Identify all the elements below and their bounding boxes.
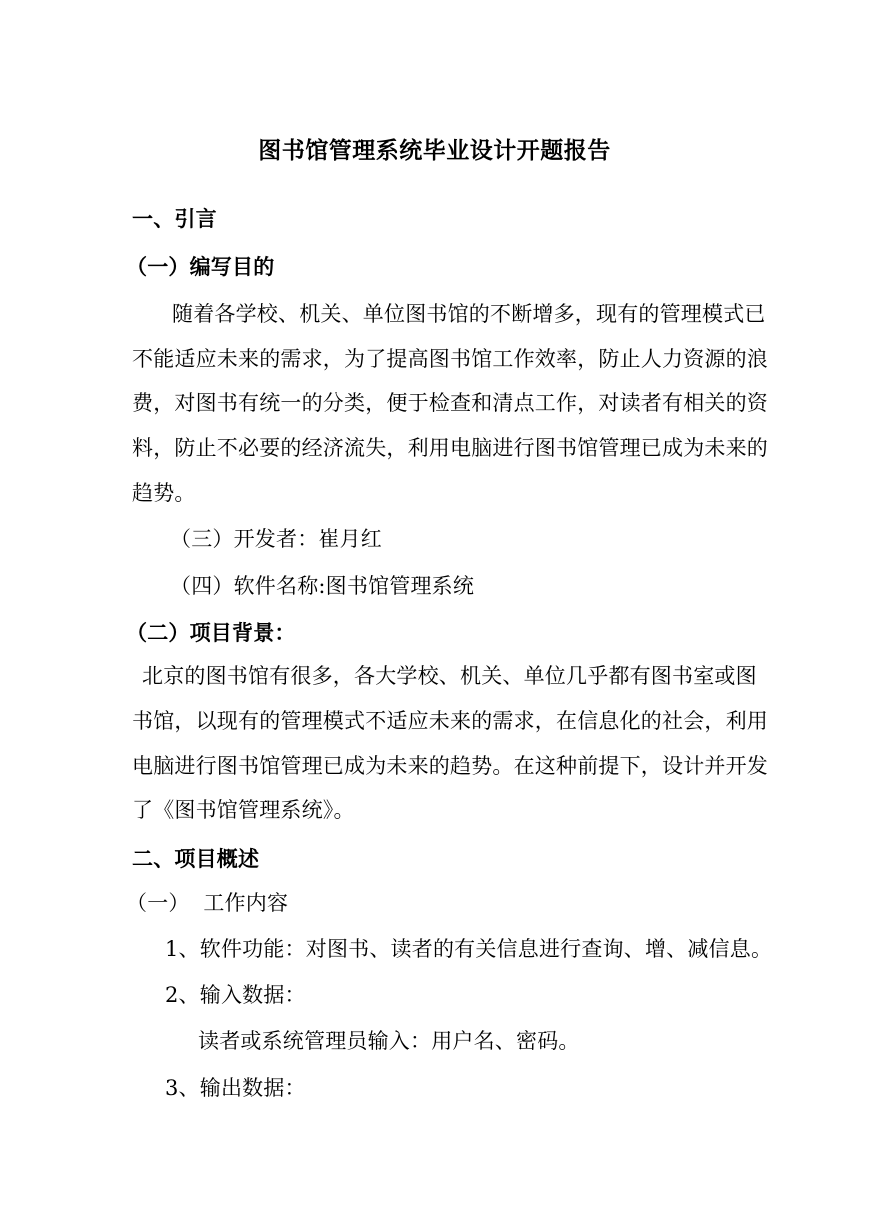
developer-line: （三）开发者：崔月红 (170, 527, 382, 551)
paragraph-line: 费，对图书有统一的分类，便于检查和清点工作，对读者有相关的资 (132, 391, 768, 415)
list-item: 读者或系统管理员输入：用户名、密码。 (198, 1029, 580, 1053)
list-item: 2、输入数据： (165, 983, 306, 1007)
paragraph-line: 料，防止不必要的经济流失，利用电脑进行图书馆管理已成为未来的 (132, 436, 768, 460)
paragraph-line: 电脑进行图书馆管理已成为未来的趋势。在这种前提下，设计并开发 (132, 754, 768, 778)
sub1-heading: （一）编写目的 (126, 254, 275, 279)
software-name-line: （四）软件名称:图书馆管理系统 (170, 574, 475, 598)
section2-heading: 二、项目概述 (132, 846, 260, 871)
document-title: 图书馆管理系统毕业设计开题报告 (258, 137, 611, 164)
paragraph-line: 趋势。 (132, 481, 196, 505)
section2-sub1-heading: （一） 工作内容 (126, 891, 289, 915)
paragraph-line: 北京的图书馆有很多，各大学校、机关、单位几乎都有图书室或图 (142, 664, 757, 688)
paragraph-line: 随着各学校、机关、单位图书馆的不断增多，现有的管理模式已 (172, 302, 766, 326)
list-item: 1、软件功能：对图书、读者的有关信息进行查询、增、减信息。 (165, 937, 773, 961)
paragraph-line: 了《图书馆管理系统》。 (132, 798, 355, 822)
paragraph-line: 书馆，以现有的管理模式不适应未来的需求，在信息化的社会，利用 (132, 709, 768, 733)
paragraph-line: 不能适应未来的需求，为了提高图书馆工作效率，防止人力资源的浪 (132, 347, 768, 371)
sub2-heading: （二）项目背景： (126, 620, 296, 645)
section1-heading: 一、引言 (132, 206, 217, 231)
list-item: 3、输出数据： (165, 1076, 306, 1100)
